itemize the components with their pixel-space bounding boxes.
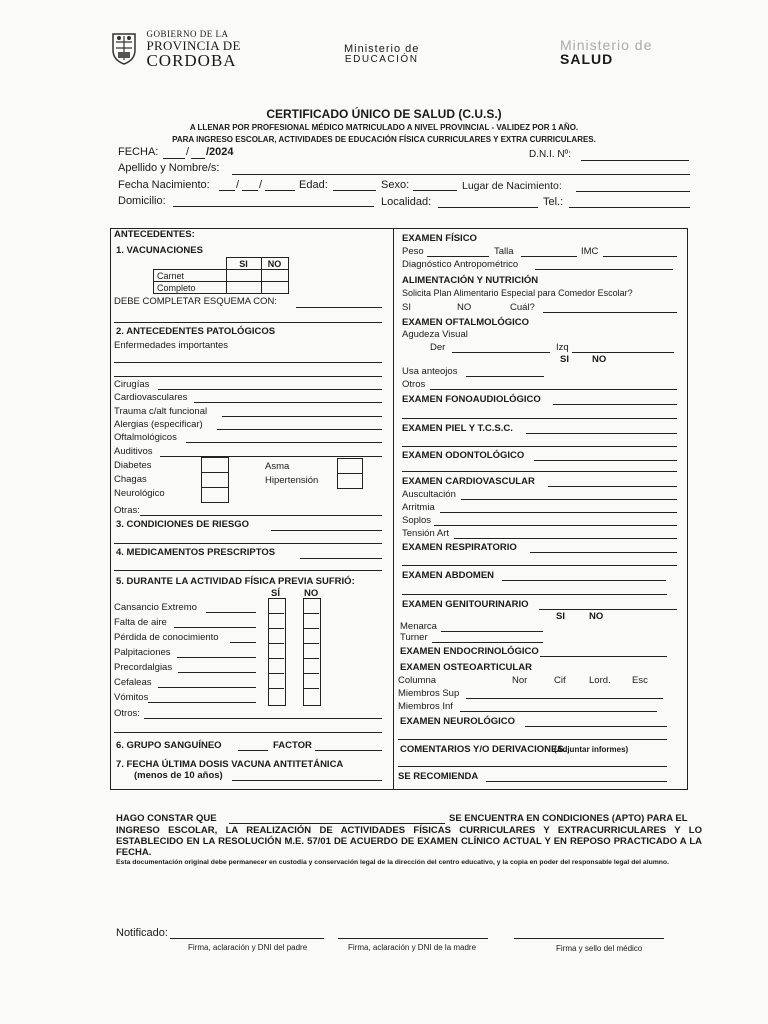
salud-line1: Ministerio de	[560, 37, 653, 53]
gob-line3: CORDOBA	[146, 51, 237, 70]
riesgo-heading: 3. CONDICIONES DE RIESGO	[116, 519, 250, 530]
custodia-note: Esta documentación original debe permanecer en custodia y conservación legal de la dirección del centro educativo, y la copia en poder del responsable legal del alumno.	[116, 859, 669, 866]
nacimiento-label: Fecha Nacimiento:	[118, 179, 210, 191]
talla-label: Talla	[494, 246, 514, 257]
cefaleas-label: Cefaleas	[114, 677, 152, 688]
soplos-label: Soplos	[402, 515, 432, 526]
odonto-field-2[interactable]	[402, 471, 677, 472]
peso-field[interactable]	[427, 256, 489, 257]
der-field[interactable]	[452, 352, 550, 353]
domicilio-field[interactable]	[173, 206, 374, 207]
nac-slash2: /	[259, 179, 263, 191]
enfermedades-field-2[interactable]	[114, 376, 382, 377]
auscultacion-label: Auscultación	[402, 489, 456, 500]
medicamentos-field[interactable]	[300, 558, 382, 559]
falta-aire-label: Falta de aire	[114, 617, 167, 628]
anteojos-si-header: SI	[560, 354, 569, 365]
localidad-label: Localidad:	[381, 196, 432, 208]
antitetanica-heading: 7. FECHA ÚLTIMA DOSIS VACUNA ANTITETÁNICA	[116, 759, 344, 770]
genito-heading: EXAMEN GENITOURINARIO	[402, 599, 529, 610]
odonto-heading: EXAMEN ODONTOLÓGICO	[402, 450, 525, 461]
neuro-field-2[interactable]	[398, 739, 667, 740]
auditivos-label: Auditivos	[114, 446, 153, 457]
menarca-field[interactable]	[441, 631, 543, 632]
edad-label: Edad:	[299, 179, 328, 191]
dni-field[interactable]	[581, 160, 689, 161]
diabetes-checkbox[interactable]	[201, 457, 229, 473]
medicamentos-heading: 4. MEDICAMENTOS PRESCRIPTOS	[116, 547, 276, 558]
genito-si-header: SI	[556, 611, 565, 622]
diagnostico-label: Diagnóstico Antropométrico	[402, 259, 519, 270]
sexo-field[interactable]	[413, 190, 457, 191]
cual-label: Cuál?	[510, 302, 535, 313]
endocrino-field[interactable]	[540, 656, 667, 657]
minf-label: Miembros Inf	[398, 701, 453, 712]
hipertension-label: Hipertensión	[265, 475, 319, 486]
izq-field[interactable]	[572, 352, 674, 353]
soplos-field[interactable]	[434, 525, 677, 526]
osteo-heading: EXAMEN OSTEOARTICULAR	[400, 662, 532, 673]
crest-icon	[110, 30, 138, 66]
otros-field[interactable]	[144, 718, 382, 719]
enfermedades-field-1[interactable]	[114, 362, 382, 363]
apellido-label: Apellido y Nombre/s:	[118, 162, 220, 174]
precordalgias-field[interactable]	[178, 672, 256, 673]
constar-text-3: INGRESO ESCOLAR, LA REALIZACIÓN DE ACTIVIDADES FÍSICAS CURRICULARES Y EXTRACURRICULARES Y LO ESTABLECIDO EN LA RESOLUCIÓN M.E. 57/01 DE ACUERDO DE EXAMEN CLÍNICO ACTUAL Y EN REPOSO PRACTICADO A LA FECHA.	[116, 825, 702, 858]
cefaleas-field[interactable]	[158, 687, 256, 688]
fecha-slash: /	[186, 146, 190, 158]
medicamentos-field-2[interactable]	[114, 570, 382, 571]
fono-field-2[interactable]	[402, 418, 677, 419]
durante-heading: 5. DURANTE LA ACTIVIDAD FÍSICA PREVIA SUFRIÓ:	[116, 576, 355, 587]
nac-year-field[interactable]	[265, 190, 295, 191]
vomitos-field[interactable]	[148, 702, 256, 703]
cardio-heading: EXAMEN CARDIOVASCULAR	[402, 476, 535, 487]
patologicos-heading: 2. ANTECEDENTES PATOLÓGICOS	[116, 326, 276, 337]
piel-field-2[interactable]	[402, 446, 677, 447]
domicilio-label: Domicilio:	[118, 195, 166, 207]
firma-medico-line[interactable]	[514, 938, 664, 939]
abdomen-field[interactable]	[502, 580, 666, 581]
minf-field[interactable]	[460, 711, 657, 712]
fono-heading: EXAMEN FONOAUDIOLÓGICO	[402, 394, 541, 405]
odonto-field[interactable]	[534, 460, 677, 461]
cansancio-label: Cansancio Extremo	[114, 602, 197, 613]
alergias-label: Alergias (especificar)	[114, 419, 203, 430]
auscultacion-field[interactable]	[461, 499, 677, 500]
precordalgias-label: Precordalgias	[114, 662, 173, 673]
otros-label: Otros:	[114, 708, 140, 719]
agudeza-label: Agudeza Visual	[402, 329, 468, 340]
plan-label: Solicita Plan Alimentario Especial para Comedor Escolar?	[402, 288, 633, 298]
vac-completo-label: Completo	[154, 282, 227, 294]
vacunaciones-table	[153, 257, 289, 294]
abdomen-heading: EXAMEN ABDOMEN	[402, 570, 495, 581]
esquema-field-2[interactable]	[114, 322, 382, 323]
gob-line1: GOBIERNO DE LA	[146, 29, 229, 39]
oftalmologicos-label: Oftalmológicos	[114, 432, 177, 443]
sexo-label: Sexo:	[381, 179, 410, 191]
cirugias-field[interactable]	[158, 389, 382, 390]
respiratorio-field-2[interactable]	[402, 565, 677, 566]
otros-field-2[interactable]	[114, 732, 382, 733]
firma-madre-line[interactable]	[338, 938, 488, 939]
plan-si[interactable]: SI	[402, 302, 411, 313]
oftalmologico-heading: EXAMEN OFTALMOLÓGICO	[402, 317, 530, 328]
fecha-month-field[interactable]	[191, 158, 205, 159]
trauma-field[interactable]	[222, 416, 382, 417]
imc-label: IMC	[581, 246, 599, 257]
fecha-year: /2024	[206, 146, 234, 158]
vac-carnet-si[interactable]	[226, 270, 261, 282]
cardiovasculares-label: Cardiovasculares	[114, 392, 188, 403]
tel-label: Tel.:	[543, 196, 564, 208]
falta-aire-field[interactable]	[174, 627, 256, 628]
cual-field[interactable]	[543, 312, 677, 313]
hipertension-checkbox[interactable]	[337, 473, 363, 489]
comentarios-field[interactable]	[398, 766, 667, 767]
fecha-label: FECHA:	[118, 146, 159, 158]
durante-no-header: NO	[304, 588, 319, 599]
lugar-label: Lugar de Nacimiento:	[462, 180, 562, 192]
tension-label: Tensión Art	[402, 528, 449, 539]
grupo-heading: 6. GRUPO SANGUÍNEO	[116, 740, 222, 751]
enfermedades-label: Enfermedades importantes	[114, 340, 229, 351]
grupo-field[interactable]	[238, 750, 268, 751]
antecedentes-heading: ANTECEDENTES:	[114, 229, 195, 240]
constar-label: HAGO CONSTAR QUE	[116, 813, 217, 824]
tel-field[interactable]	[569, 207, 690, 208]
cardio-field[interactable]	[548, 486, 677, 487]
constar-text-2: SE ENCUENTRA EN CONDICIONES (APTO) PARA EL	[449, 813, 688, 824]
neuro-field[interactable]	[525, 726, 667, 727]
imc-field[interactable]	[603, 256, 677, 257]
respiratorio-field[interactable]	[530, 552, 677, 553]
comentarios-note: (Adjuntar informes)	[554, 745, 629, 754]
vac-carnet-no[interactable]	[261, 270, 288, 282]
notificado-label: Notificado:	[116, 927, 168, 939]
factor-label: FACTOR	[273, 740, 312, 751]
asma-checkbox[interactable]	[337, 458, 363, 474]
izq-label: Izq	[556, 342, 569, 353]
anteojos-label: Usa anteojos	[402, 366, 458, 377]
vac-completo-si[interactable]	[226, 282, 261, 294]
edu-line2: EDUCACIÓN	[344, 54, 419, 65]
durante-si-header: SÍ	[271, 588, 280, 599]
edu-line1: Ministerio de	[344, 43, 420, 55]
cardiovasculares-field[interactable]	[194, 402, 382, 403]
auditivos-field[interactable]	[160, 456, 382, 457]
antitetanica-note: (menos de 10 años)	[134, 770, 223, 781]
salud-line2: SALUD	[560, 51, 614, 67]
vac-completo-no[interactable]	[261, 282, 288, 294]
neurologico-label: Neurológico	[114, 488, 165, 499]
esquema-label: DEBE COMPLETAR ESQUEMA CON:	[114, 296, 277, 307]
localidad-field[interactable]	[438, 207, 538, 208]
antitetanica-field[interactable]	[232, 780, 382, 781]
gob-line2: PROVINCIA DE	[146, 38, 241, 53]
vomitos-label: Vómitos	[114, 692, 149, 703]
tension-field[interactable]	[454, 538, 677, 539]
vac-no-header: NO	[261, 258, 288, 270]
peso-label: Peso	[402, 246, 424, 257]
neuro-heading: EXAMEN NEUROLÓGICO	[400, 716, 516, 727]
fisico-heading: EXAMEN FÍSICO	[402, 233, 477, 244]
columna-nor[interactable]: Nor	[512, 675, 528, 686]
lugar-field[interactable]	[576, 191, 690, 192]
cansancio-field[interactable]	[206, 612, 256, 613]
nac-day-field[interactable]	[219, 190, 235, 191]
recomienda-field[interactable]	[486, 781, 667, 782]
otras-field[interactable]	[140, 515, 382, 516]
columna-lord[interactable]: Lord.	[589, 675, 611, 686]
oft-otros-label: Otros	[402, 379, 426, 390]
diagnostico-field[interactable]	[535, 269, 673, 270]
esquema-field[interactable]	[296, 307, 382, 308]
piel-heading: EXAMEN PIEL Y T.C.S.C.	[402, 423, 513, 434]
anteojos-field[interactable]	[466, 376, 544, 377]
neurologico-checkbox[interactable]	[201, 487, 229, 503]
genito-field[interactable]	[539, 609, 677, 610]
ministerio-educacion-logo	[344, 44, 419, 65]
nac-slash1: /	[236, 179, 240, 191]
columna-label: Columna	[398, 675, 437, 686]
msup-label: Miembros Sup	[398, 688, 460, 699]
vac-carnet-label: Carnet	[154, 270, 227, 282]
plan-no[interactable]: NO	[457, 302, 472, 313]
anteojos-no-header: NO	[592, 354, 607, 365]
constar-field[interactable]	[229, 823, 445, 824]
durante-si-column[interactable]	[268, 598, 286, 706]
abdomen-field-2[interactable]	[402, 594, 667, 595]
dni-label: D.N.I. Nº:	[529, 149, 571, 160]
turner-label: Turner	[400, 632, 428, 643]
respiratorio-heading: EXAMEN RESPIRATORIO	[402, 542, 517, 553]
comentarios-heading: COMENTARIOS Y/O DERIVACIONES.	[400, 744, 567, 755]
perdida-label: Pérdida de conocimiento	[114, 632, 219, 643]
alimentacion-heading: ALIMENTACIÓN Y NUTRICIÓN	[402, 275, 539, 286]
chagas-label: Chagas	[114, 474, 147, 485]
riesgo-field-2[interactable]	[114, 543, 382, 544]
cirugias-label: Cirugías	[114, 379, 150, 390]
durante-no-column[interactable]	[303, 598, 321, 706]
vac-si-header: SI	[226, 258, 261, 270]
firma-padre-line[interactable]	[170, 938, 324, 939]
arritmia-label: Arritmia	[402, 502, 435, 513]
perdida-field[interactable]	[230, 642, 256, 643]
nac-month-field[interactable]	[242, 190, 258, 191]
talla-field[interactable]	[521, 256, 577, 257]
factor-field[interactable]	[315, 750, 382, 751]
otras-label: Otras:	[114, 505, 140, 516]
fecha-day-field[interactable]	[163, 158, 185, 159]
subtitle-2: PARA INGRESO ESCOLAR, ACTIVIDADES DE EDUCACIÓN FÍSICA CURRICULARES Y EXTRA CURRICULARES.	[172, 135, 596, 144]
endocrino-heading: EXAMEN ENDOCRINOLÓGICO	[400, 646, 539, 657]
genito-no-header: NO	[589, 611, 604, 622]
trauma-label: Trauma c/alt funcional	[114, 406, 208, 417]
column-divider	[393, 228, 394, 790]
msup-field[interactable]	[466, 698, 663, 699]
columna-esc[interactable]: Esc	[632, 675, 648, 686]
fono-field[interactable]	[553, 404, 677, 405]
piel-field[interactable]	[526, 433, 677, 434]
chagas-checkbox[interactable]	[201, 472, 229, 488]
turner-field[interactable]	[432, 642, 543, 643]
palpitaciones-label: Palpitaciones	[114, 647, 171, 658]
oft-otros-field[interactable]	[430, 389, 677, 390]
riesgo-field[interactable]	[271, 530, 382, 531]
oftalmologicos-field[interactable]	[186, 442, 382, 443]
menarca-label: Menarca	[400, 621, 437, 632]
vacunaciones-heading: 1. VACUNACIONES	[116, 245, 203, 256]
gobierno-cordoba-logo	[110, 30, 241, 69]
firma-medico-label: Firma y sello del médico	[556, 944, 643, 953]
document-title: CERTIFICADO ÚNICO DE SALUD (C.U.S.)	[266, 107, 502, 121]
firma-madre-label: Firma, aclaración y DNI de la madre	[348, 943, 477, 952]
asma-label: Asma	[265, 461, 290, 472]
columna-cif[interactable]: Cif	[554, 675, 566, 686]
recomienda-heading: SE RECOMIENDA	[398, 771, 479, 782]
firma-padre-label: Firma, aclaración y DNI del padre	[188, 943, 308, 952]
arritmia-field[interactable]	[440, 512, 677, 513]
subtitle-1: A LLENAR POR PROFESIONAL MÉDICO MATRICULADO A NIVEL PROVINCIAL - VALIDEZ POR 1 AÑO.	[189, 123, 579, 132]
diabetes-label: Diabetes	[114, 460, 152, 471]
ministerio-salud-logo	[560, 38, 652, 66]
alergias-field[interactable]	[217, 429, 382, 430]
der-label: Der	[430, 342, 446, 353]
apellido-field[interactable]	[232, 174, 690, 175]
palpitaciones-field[interactable]	[177, 657, 256, 658]
edad-field[interactable]	[333, 190, 376, 191]
